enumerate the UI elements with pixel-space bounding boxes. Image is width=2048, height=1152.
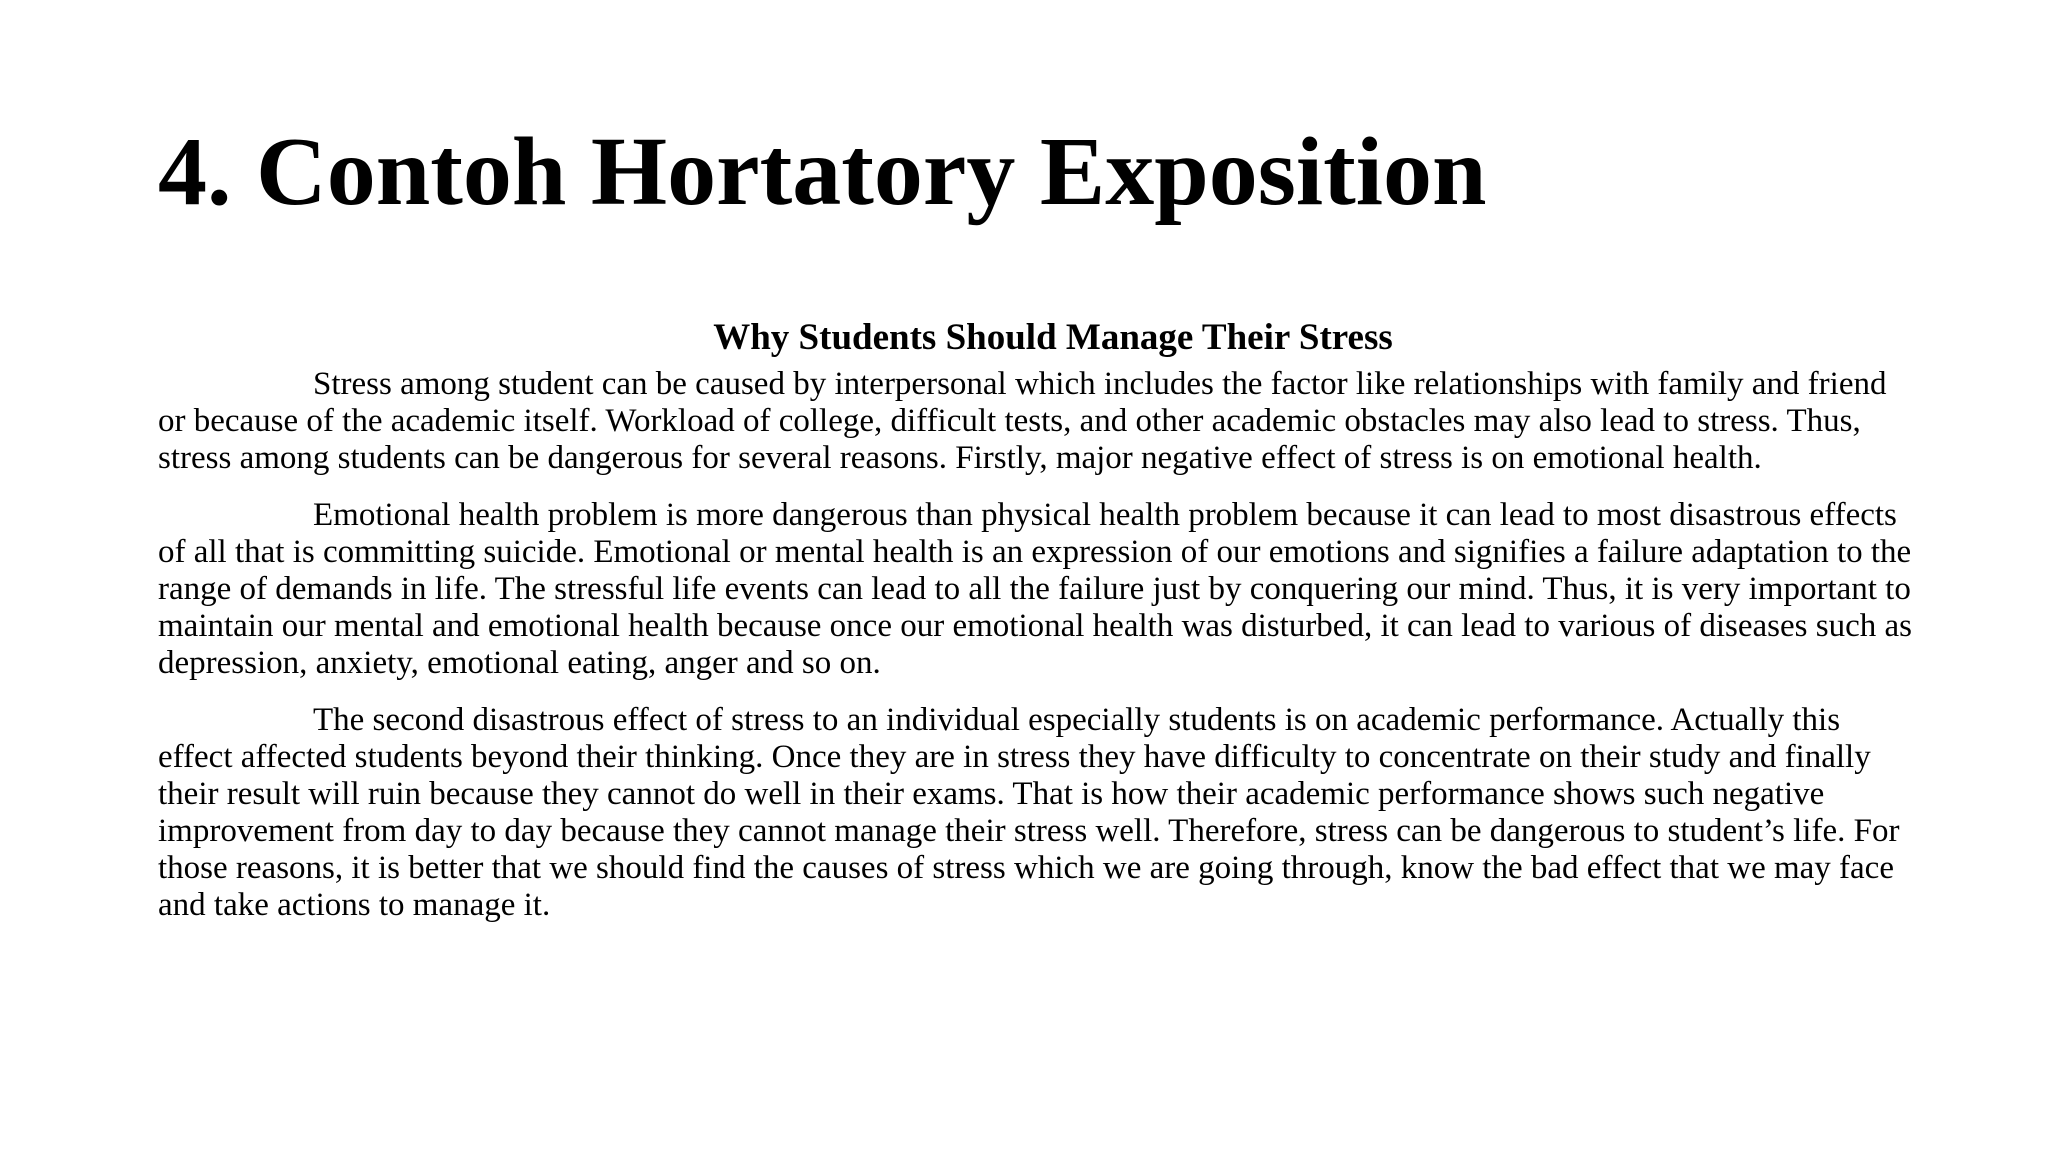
- paragraph-3: The second disastrous effect of stress to an individual especially students is on academic performance. Actually this effect affected students beyond their thinking. Once they are in stress they have difficulty to concentrate on their study and finally their result will ruin because they cannot do well in their exams. That is how their academic performance shows such negative improvement from day to day because they cannot manage their stress well. Therefore, stress can be dangerous to student’s life. For those reasons, it is better that we should find the causes of stress which we are going through, know the bad effect that we may face and take actions to manage it.: [158, 702, 1900, 923]
- paragraph-1: Stress among student can be caused by interpersonal which includes the factor like relationships with family and friend or because of the academic itself. Workload of college, difficult tests, and other academic obstacles may also lead to stress. Thus, stress among students can be dangerous for several reasons. Firstly, major negative effect of stress is on emotional health.: [158, 366, 1887, 476]
- slide-title: 4. Contoh Hortatory Exposition: [158, 118, 1487, 226]
- essay-heading: Why Students Should Manage Their Stress: [713, 317, 1393, 358]
- paragraph-2: Emotional health problem is more dangerous than physical health problem because it can lead to most disastrous effects of all that is committing suicide. Emotional or mental health is an expression of our emotions and signifies a failure adaptation to the range of demands in life. The stressful life events can lead to all the failure just by conquering our mind. Thus, it is very important to maintain our mental and emotional health because once our emotional health was disturbed, it can lead to various of diseases such as depression, anxiety, emotional eating, anger and so on.: [158, 497, 1912, 681]
- essay-body: [158, 316, 1918, 944]
